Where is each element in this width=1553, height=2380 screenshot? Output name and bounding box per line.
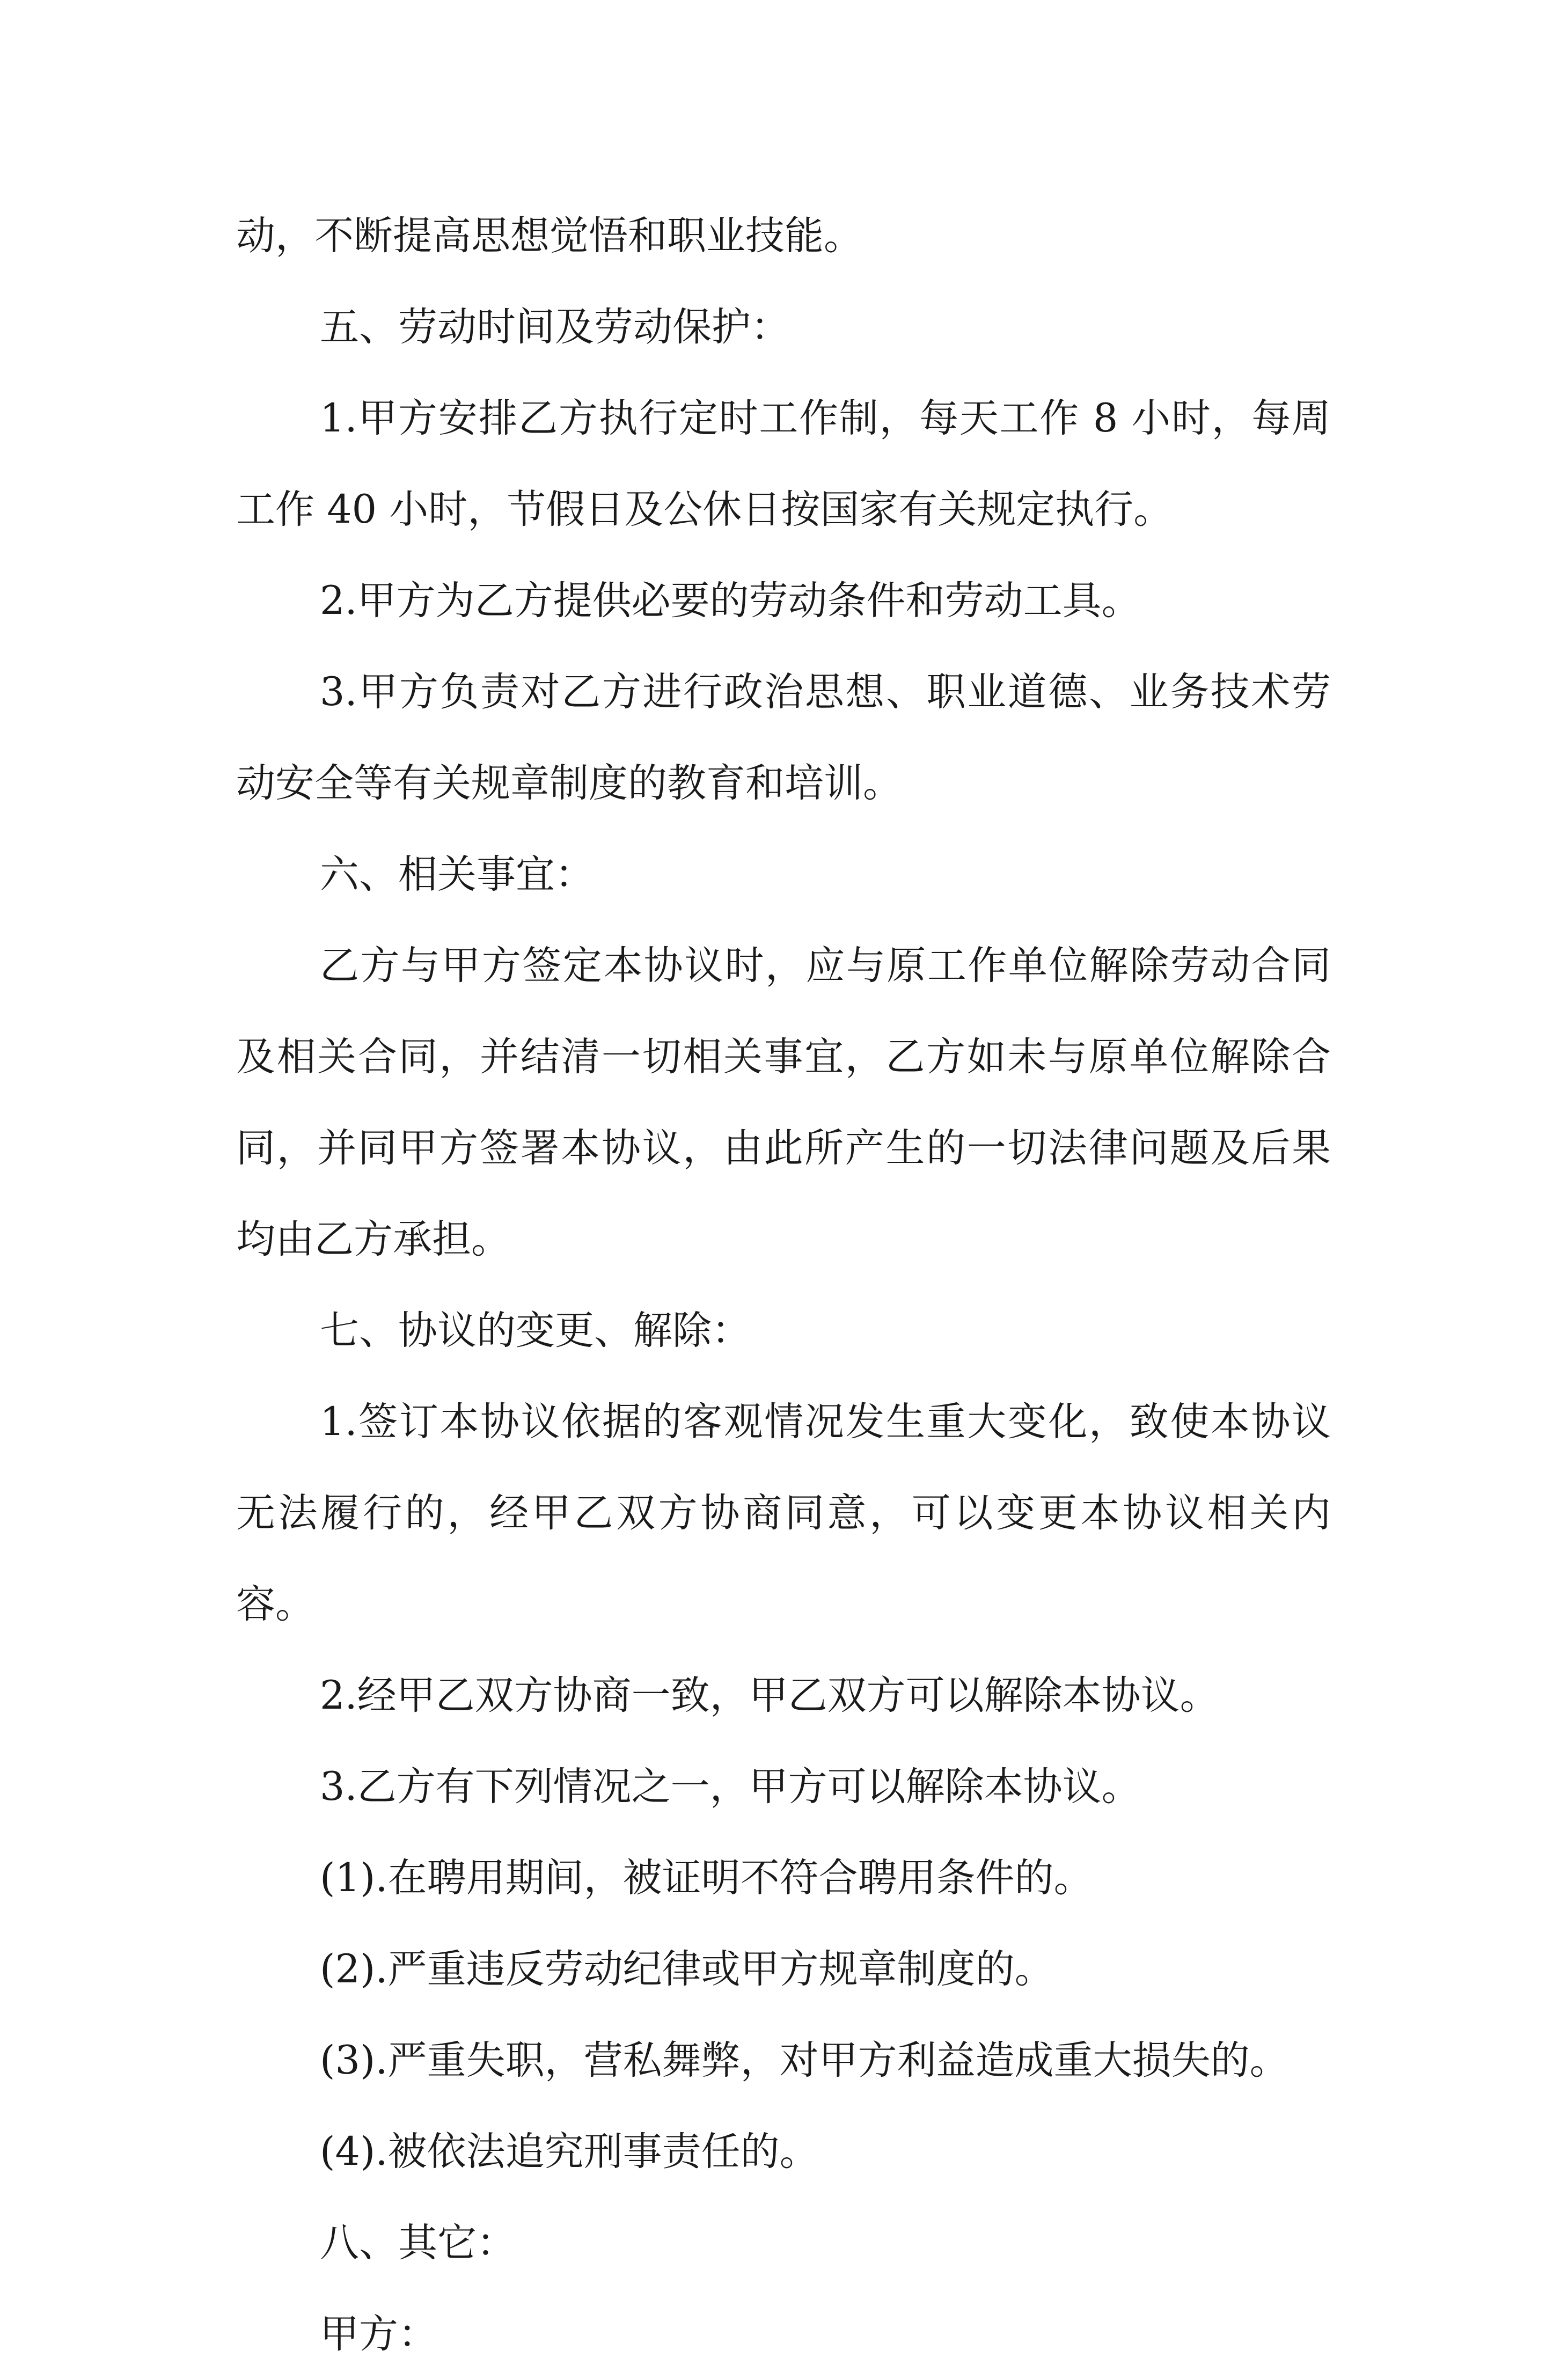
section-heading-8: 八、其它：: [320, 2220, 516, 2266]
section-heading-6: 六、相关事宜：: [320, 852, 594, 897]
sub-clause-7-3-4: (4).被依法追究刑事责任的。: [320, 2129, 819, 2174]
sub-clause-7-3-3: (3).严重失职，营私舞弊，对甲方利益造成重大损失的。: [320, 2038, 1289, 2083]
clause-7-1: 1.签订本协议依据的客观情况发生重大变化，致使本协议无法履行的，经甲乙双方协商同意，可以变更本协议相关内容。: [236, 1399, 1331, 1627]
clause-7-2: 2.经甲乙双方协商一致，甲乙双方可以解除本协议。: [320, 1673, 1219, 1718]
clause-5-2: 2.甲方为乙方提供必要的劳动条件和劳动工具。: [320, 578, 1141, 624]
clause-5-1: 1.甲方安排乙方执行定时工作制，每天工作 8 小时，每周工作 40 小时，节假日及公休日按国家有关规定执行。: [236, 396, 1331, 532]
clause-7-3: 3.乙方有下列情况之一，甲方可以解除本协议。: [320, 1764, 1141, 1810]
section-heading-7: 七、协议的变更、解除：: [320, 1308, 751, 1353]
section-heading-5: 五、劳动时间及劳动保护：: [320, 304, 790, 350]
document-body: [236, 191, 1331, 2380]
clause-6-body: 乙方与甲方签定本协议时，应与原工作单位解除劳动合同及相关合同，并结清一切相关事宜，乙方如未与原单位解除合同，并同甲方签署本协议，由此所产生的一切法律问题及后果均由乙方承担。: [236, 943, 1331, 1262]
sub-clause-7-3-2: (2).严重违反劳动纪律或甲方规章制度的。: [320, 1946, 1054, 1992]
party-a-label: 甲方：: [320, 2311, 437, 2357]
paragraph-continuation: 动，不断提高思想觉悟和职业技能。: [236, 213, 863, 259]
clause-5-3: 3.甲方负责对乙方进行政治思想、职业道德、业务技术劳动安全等有关规章制度的教育和培训。: [236, 669, 1331, 806]
sub-clause-7-3-1: (1).在聘用期间，被证明不符合聘用条件的。: [320, 1855, 1093, 1901]
